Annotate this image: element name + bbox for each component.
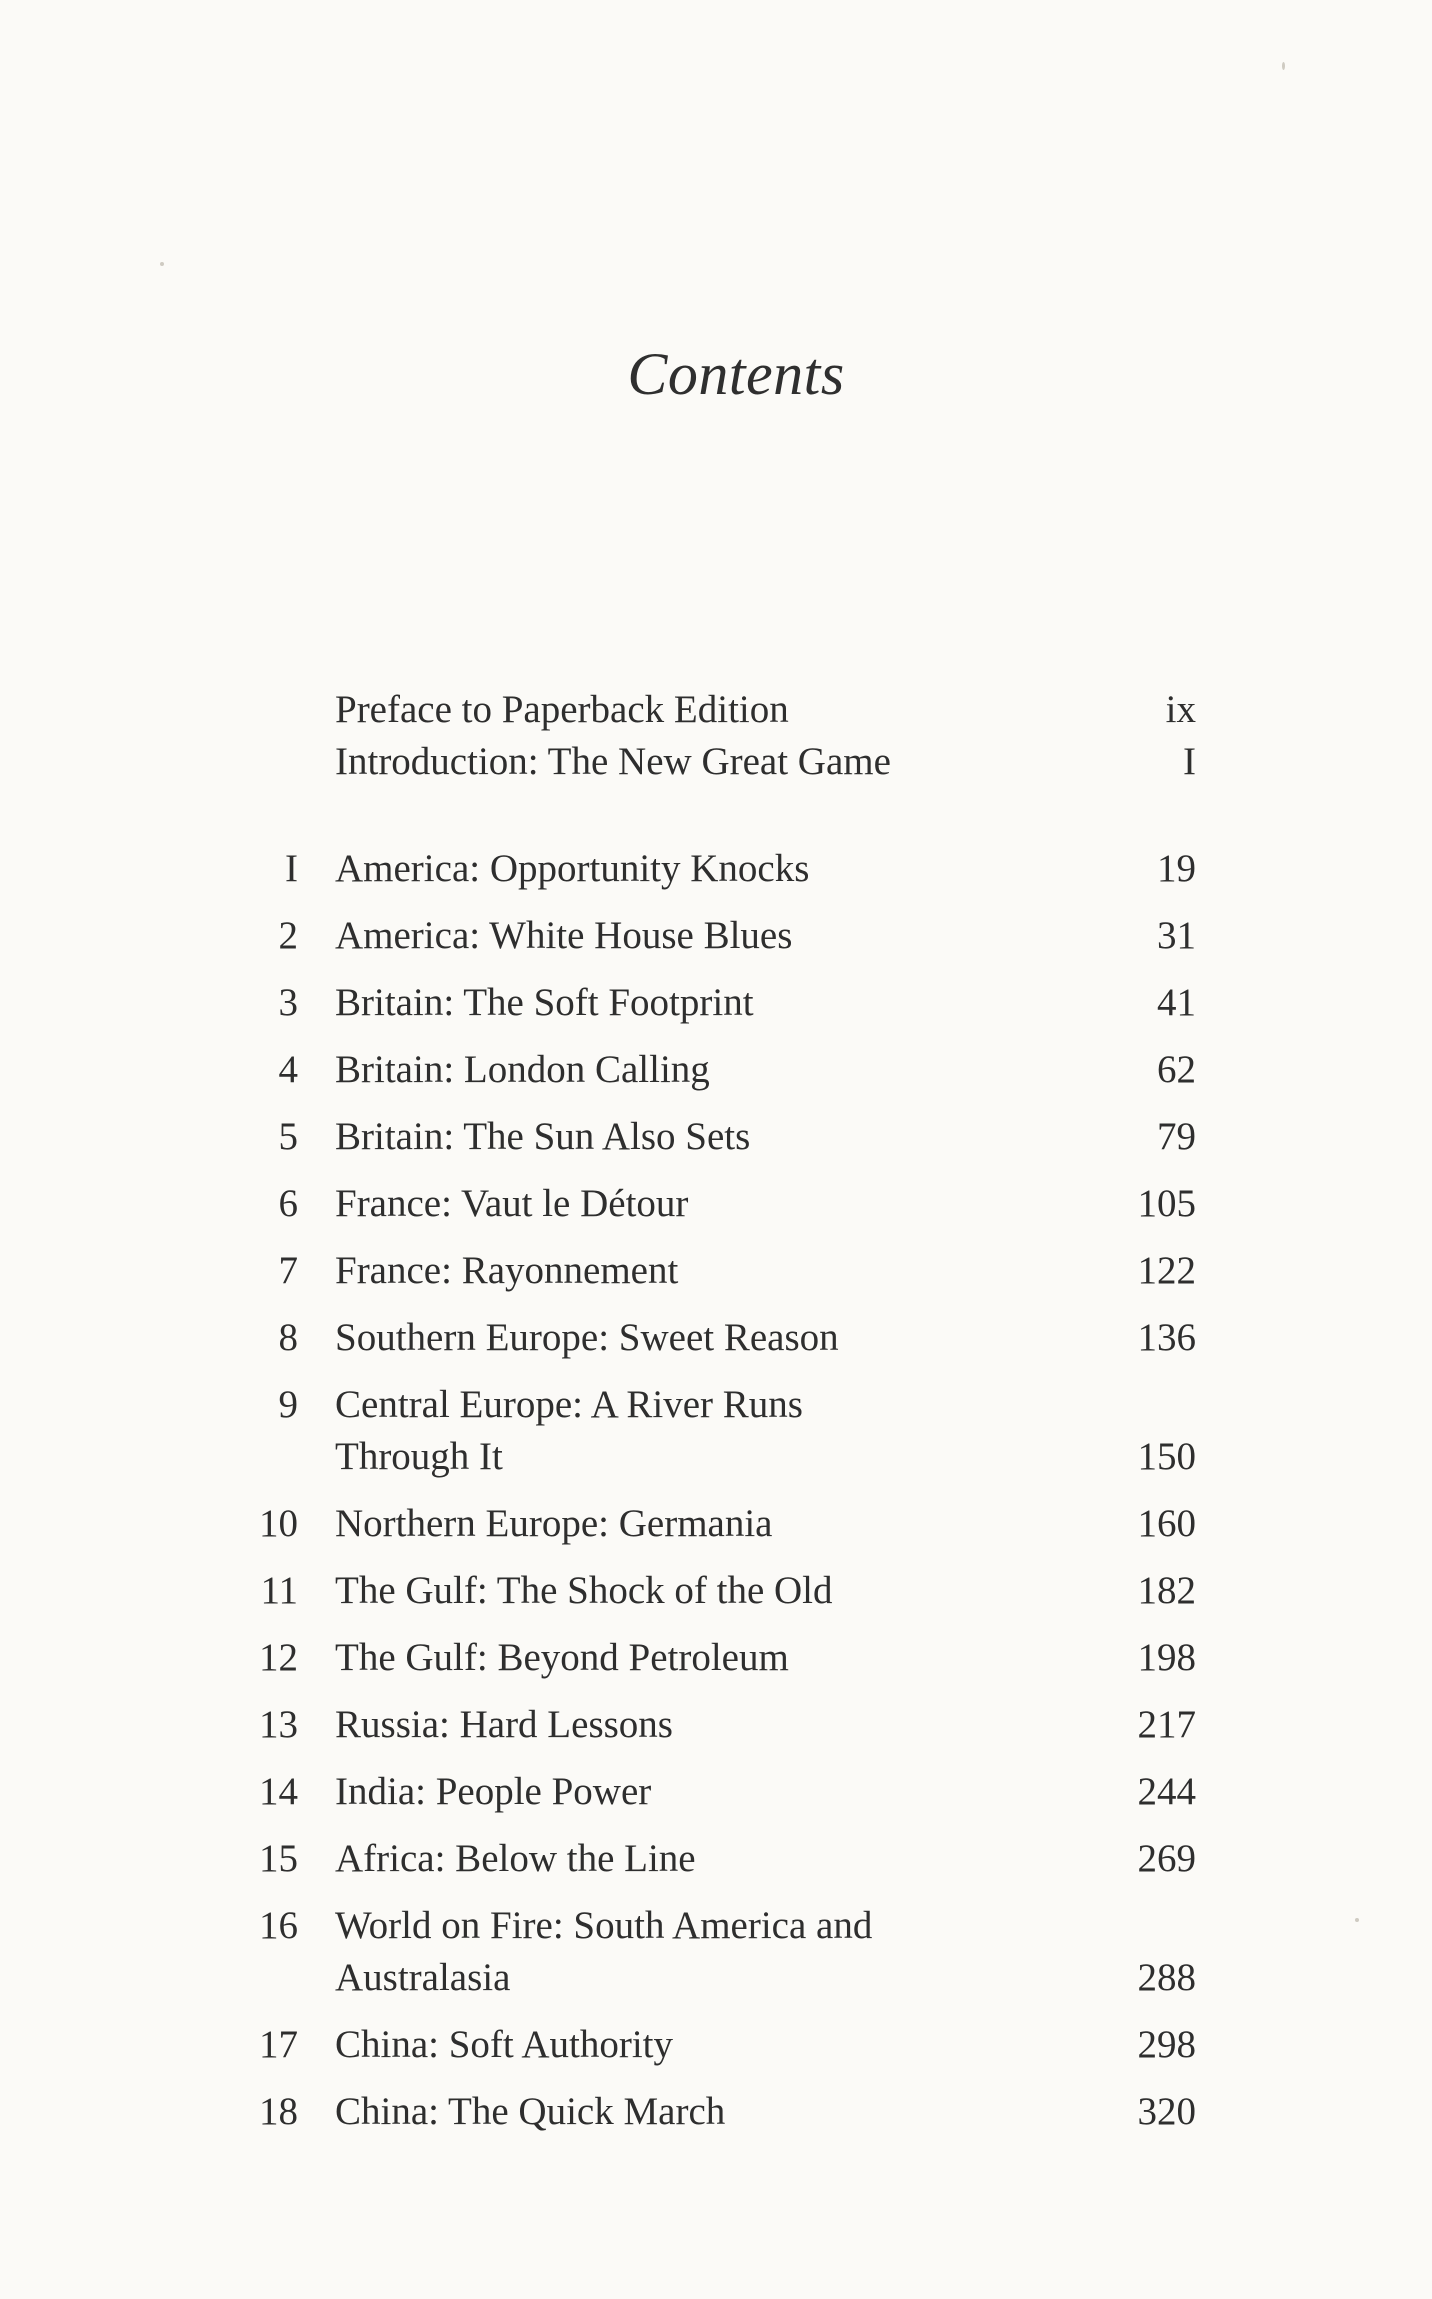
entry-page-number: ix <box>1165 688 1196 731</box>
entry-title: Preface to Paperback Edition <box>335 688 789 731</box>
entry-title: Britain: London Calling <box>335 1048 710 1091</box>
paper-speck <box>160 262 164 266</box>
chapter-number: 15 <box>259 1837 298 1880</box>
entry-title: Africa: Below the Line <box>335 1837 696 1880</box>
entry-title: The Gulf: Beyond Petroleum <box>335 1636 789 1679</box>
chapter-number: 10 <box>259 1502 298 1545</box>
entry-page-number: 41 <box>1157 981 1196 1024</box>
entry-title: The Gulf: The Shock of the Old <box>335 1569 833 1612</box>
entry-title: Introduction: The New Great Game <box>335 740 891 783</box>
chapter-number: 2 <box>278 914 298 957</box>
entry-page-number: 198 <box>1137 1636 1196 1679</box>
entry-page-number: 105 <box>1137 1182 1196 1225</box>
paper-speck <box>1355 1918 1359 1922</box>
entry-page-number: 182 <box>1137 1569 1196 1612</box>
paper-speck <box>1282 62 1285 70</box>
entry-title: France: Rayonnement <box>335 1249 679 1292</box>
entry-page-number: 320 <box>1137 2090 1196 2133</box>
chapter-number: 12 <box>259 1636 298 1679</box>
entry-page-number: 31 <box>1157 914 1196 957</box>
chapter-number: 17 <box>259 2023 298 2066</box>
entry-title: Britain: The Sun Also Sets <box>335 1115 751 1158</box>
chapter-number: 6 <box>278 1182 298 1225</box>
entry-page-number: 62 <box>1157 1048 1196 1091</box>
chapter-number: 16 <box>259 1904 298 1947</box>
entry-page-number: 298 <box>1137 2023 1196 2066</box>
entry-page-number: I <box>1183 740 1196 783</box>
chapter-number: 9 <box>278 1383 298 1426</box>
entry-page-number: 136 <box>1137 1316 1196 1359</box>
entry-title: France: Vaut le Détour <box>335 1182 689 1225</box>
chapter-number: 4 <box>278 1048 298 1091</box>
entry-page-number: 79 <box>1157 1115 1196 1158</box>
entry-page-number: 122 <box>1137 1249 1196 1292</box>
entry-page-number: 269 <box>1137 1837 1196 1880</box>
chapter-number: 11 <box>260 1569 298 1612</box>
chapter-number: 18 <box>259 2090 298 2133</box>
entry-title: Russia: Hard Lessons <box>335 1703 673 1746</box>
entry-title: America: Opportunity Knocks <box>335 847 810 890</box>
chapter-number: 13 <box>259 1703 298 1746</box>
entry-page-number: 19 <box>1157 847 1196 890</box>
entry-title: India: People Power <box>335 1770 652 1813</box>
entry-page-number: 288 <box>1137 1956 1196 1999</box>
entry-title-line-1: Central Europe: A River Runs <box>335 1383 803 1426</box>
page-title: Contents <box>627 341 845 407</box>
entry-page-number: 160 <box>1137 1502 1196 1545</box>
entry-title: China: The Quick March <box>335 2090 726 2133</box>
entry-title: Southern Europe: Sweet Reason <box>335 1316 839 1359</box>
entry-page-number: 244 <box>1137 1770 1196 1813</box>
chapter-number: 14 <box>259 1770 298 1813</box>
entry-title-line-1: World on Fire: South America and <box>335 1904 873 1947</box>
chapter-number: 5 <box>278 1115 298 1158</box>
entry-title: Northern Europe: Germania <box>335 1502 773 1545</box>
chapter-number: I <box>285 847 298 890</box>
chapter-number: 7 <box>278 1249 298 1292</box>
entry-title: China: Soft Authority <box>335 2023 674 2066</box>
chapter-number: 8 <box>278 1316 298 1359</box>
chapter-number: 3 <box>278 981 298 1024</box>
entry-page-number: 217 <box>1137 1703 1196 1746</box>
entry-title-line-2: Through It <box>335 1435 503 1478</box>
entry-title: America: White House Blues <box>335 914 793 957</box>
entry-title-line-2: Australasia <box>335 1956 511 1999</box>
entry-page-number: 150 <box>1137 1435 1196 1478</box>
entry-title: Britain: The Soft Footprint <box>335 981 754 1024</box>
